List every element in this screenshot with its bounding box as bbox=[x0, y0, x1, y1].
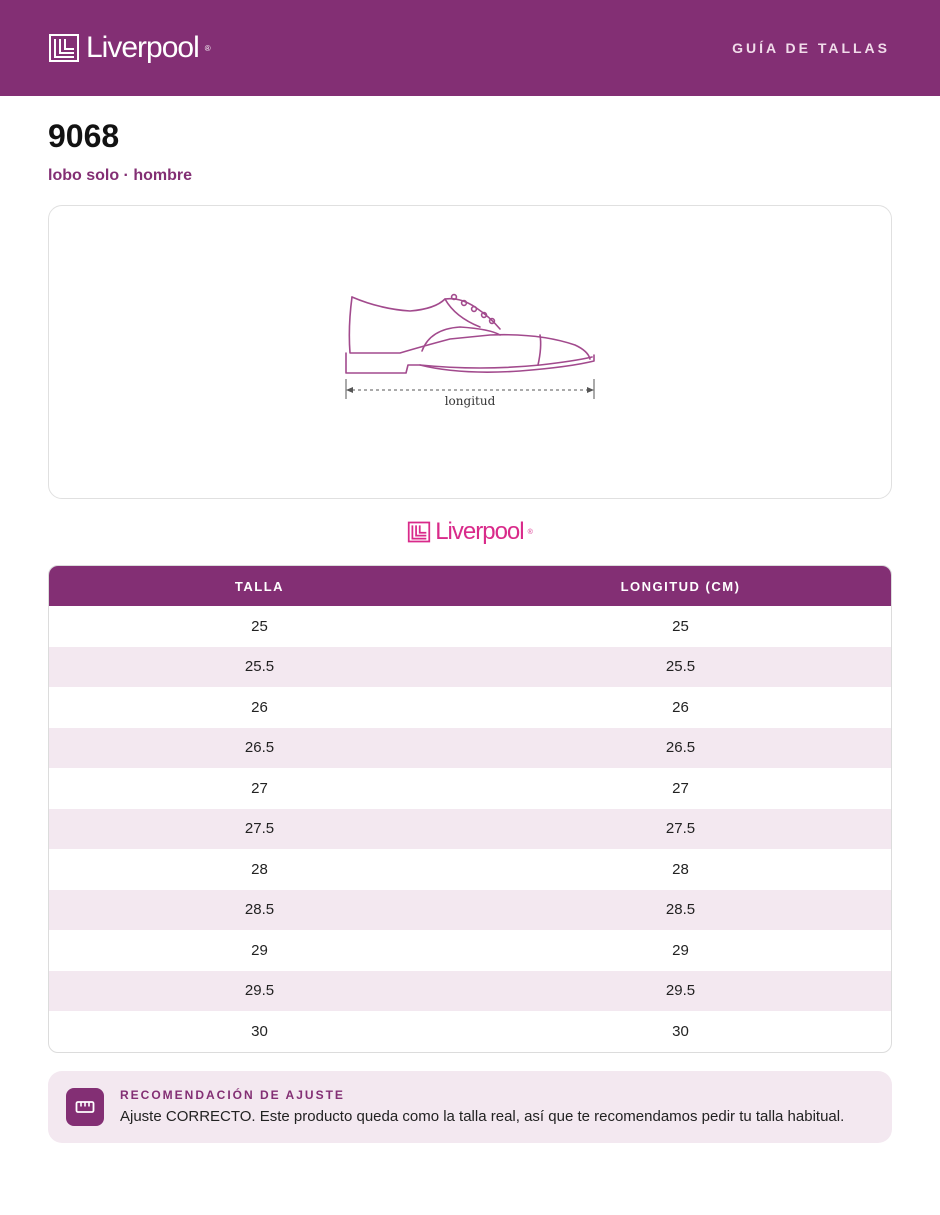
length-cell: 26 bbox=[672, 698, 689, 716]
size-cell: 27.5 bbox=[244, 820, 275, 838]
length-cell: 25.5 bbox=[665, 658, 696, 676]
table-row bbox=[49, 1011, 891, 1052]
length-cell: 30 bbox=[672, 1022, 689, 1040]
size-cell: 30 bbox=[251, 1022, 268, 1040]
length-cell: 29 bbox=[672, 941, 689, 959]
size-cell: 29 bbox=[251, 941, 268, 959]
table-row bbox=[49, 606, 891, 647]
product-title: 9068 bbox=[48, 118, 120, 154]
size-cell: 29.5 bbox=[244, 982, 275, 1000]
table-row bbox=[49, 930, 891, 971]
table-row bbox=[49, 849, 891, 890]
size-cell: 26.5 bbox=[244, 739, 275, 757]
length-cell: 28 bbox=[672, 860, 689, 878]
recommendation-title: RECOMENDACIÓN DE AJUSTE bbox=[120, 1088, 345, 1102]
table-row bbox=[49, 687, 891, 728]
fit-recommendation bbox=[48, 1071, 892, 1143]
size-cell: 28 bbox=[251, 860, 268, 878]
length-cell: 27 bbox=[672, 779, 689, 797]
table-row bbox=[49, 809, 891, 850]
brand-name: Liverpool bbox=[86, 31, 199, 64]
brand-logo[interactable] bbox=[48, 31, 211, 65]
recommendation-body bbox=[120, 1088, 844, 1125]
size-cell: 28.5 bbox=[244, 901, 275, 919]
ruler-icon bbox=[66, 1088, 104, 1126]
recommendation-text: Ajuste CORRECTO. Este producto queda como la talla real, así que te recomendamos pedir tu talla habitual. bbox=[120, 1108, 845, 1125]
column-header-longitud: LONGITUD (CM) bbox=[620, 578, 741, 594]
secondary-brand-logo bbox=[48, 517, 892, 547]
product-subtitle: lobo solo · hombre bbox=[48, 167, 192, 184]
registered-mark: ® bbox=[204, 43, 211, 53]
size-cell: 25 bbox=[251, 617, 268, 635]
shoe-icon bbox=[340, 287, 600, 417]
length-cell: 25 bbox=[672, 617, 689, 635]
header-title: GUÍA DE TALLAS bbox=[732, 40, 890, 56]
registered-mark: ® bbox=[527, 528, 533, 536]
length-cell: 29.5 bbox=[665, 982, 696, 1000]
size-cell: 25.5 bbox=[244, 658, 275, 676]
liverpool-logo-icon bbox=[48, 33, 80, 63]
main-content bbox=[0, 118, 940, 1143]
page-header bbox=[0, 0, 940, 96]
secondary-brand-name: Liverpool bbox=[435, 518, 524, 545]
liverpool-logo-icon bbox=[407, 521, 431, 543]
column-header-talla: TALLA bbox=[234, 578, 285, 594]
measure-label: longitud bbox=[444, 394, 496, 408]
size-cell: 26 bbox=[251, 698, 268, 716]
table-row bbox=[49, 768, 891, 809]
length-cell: 26.5 bbox=[665, 739, 696, 757]
length-cell: 28.5 bbox=[665, 901, 696, 919]
table-row bbox=[49, 890, 891, 931]
table-row bbox=[49, 647, 891, 688]
table-row bbox=[49, 971, 891, 1012]
size-cell: 27 bbox=[251, 779, 268, 797]
table-row bbox=[49, 728, 891, 769]
shoe-illustration-card bbox=[48, 205, 892, 499]
length-cell: 27.5 bbox=[665, 820, 696, 838]
size-table bbox=[48, 565, 892, 1053]
table-header-row bbox=[49, 566, 891, 606]
